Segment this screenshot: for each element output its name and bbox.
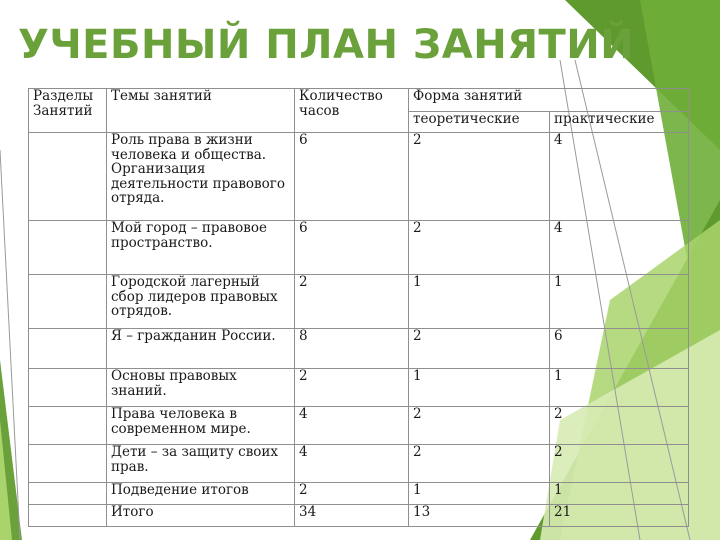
table-row — [29, 221, 689, 275]
header-topics: Темы занятий — [107, 89, 295, 133]
header-sections: Разделы Занятий — [29, 89, 107, 133]
topic-cell: Права человека в современном мире. — [107, 407, 295, 445]
hours-cell: 2 — [295, 483, 409, 505]
theory-cell: 1 — [409, 483, 550, 505]
header-practice: практические — [550, 112, 689, 133]
table-row — [29, 275, 689, 329]
topic-cell: Основы правовых знаний. — [107, 369, 295, 407]
section-cell — [29, 505, 107, 527]
slide-title: УЧЕБНЫЙ ПЛАН ЗАНЯТИЙ — [18, 22, 635, 68]
topic-cell: Городской лагерный сбор лидеров правовых отрядов. — [107, 275, 295, 329]
practice-cell: 4 — [550, 133, 689, 221]
topic-cell: Подведение итогов — [107, 483, 295, 505]
table-header-row — [29, 89, 689, 112]
topic-cell: Мой город – правовое пространство. — [107, 221, 295, 275]
hours-cell: 8 — [295, 329, 409, 369]
practice-cell: 1 — [550, 483, 689, 505]
practice-cell: 2 — [550, 445, 689, 483]
section-cell — [29, 329, 107, 369]
hours-cell: 2 — [295, 369, 409, 407]
header-theory: теоретические — [409, 112, 550, 133]
section-cell — [29, 221, 107, 275]
section-cell — [29, 369, 107, 407]
theory-cell: 2 — [409, 133, 550, 221]
practice-cell: 1 — [550, 369, 689, 407]
table-row — [29, 483, 689, 505]
theory-cell: 2 — [409, 221, 550, 275]
section-cell — [29, 407, 107, 445]
hours-cell: 6 — [295, 133, 409, 221]
theory-cell: 1 — [409, 275, 550, 329]
topic-cell: Я – гражданин России. — [107, 329, 295, 369]
practice-cell: 6 — [550, 329, 689, 369]
table-row — [29, 369, 689, 407]
practice-cell: 2 — [550, 407, 689, 445]
table-row — [29, 407, 689, 445]
table-row — [29, 133, 689, 221]
header-form: Форма занятий — [409, 89, 689, 112]
header-hours: Количество часов — [295, 89, 409, 133]
hours-cell: 2 — [295, 275, 409, 329]
hours-cell: 4 — [295, 445, 409, 483]
theory-cell: 13 — [409, 505, 550, 527]
table-row — [29, 329, 689, 369]
practice-cell: 21 — [550, 505, 689, 527]
hours-cell: 4 — [295, 407, 409, 445]
theory-cell: 2 — [409, 329, 550, 369]
section-cell — [29, 133, 107, 221]
topic-cell: Роль права в жизни человека и общества. Организация деятельности правового отряда. — [107, 133, 295, 221]
section-cell — [29, 483, 107, 505]
practice-cell: 4 — [550, 221, 689, 275]
theory-cell: 2 — [409, 407, 550, 445]
theory-cell: 2 — [409, 445, 550, 483]
hours-cell: 34 — [295, 505, 409, 527]
practice-cell: 1 — [550, 275, 689, 329]
curriculum-table — [28, 88, 689, 527]
topic-cell: Итого — [107, 505, 295, 527]
section-cell — [29, 275, 107, 329]
topic-cell: Дети – за защиту своих прав. — [107, 445, 295, 483]
theory-cell: 1 — [409, 369, 550, 407]
table-row — [29, 445, 689, 483]
hours-cell: 6 — [295, 221, 409, 275]
table-row — [29, 505, 689, 527]
section-cell — [29, 445, 107, 483]
